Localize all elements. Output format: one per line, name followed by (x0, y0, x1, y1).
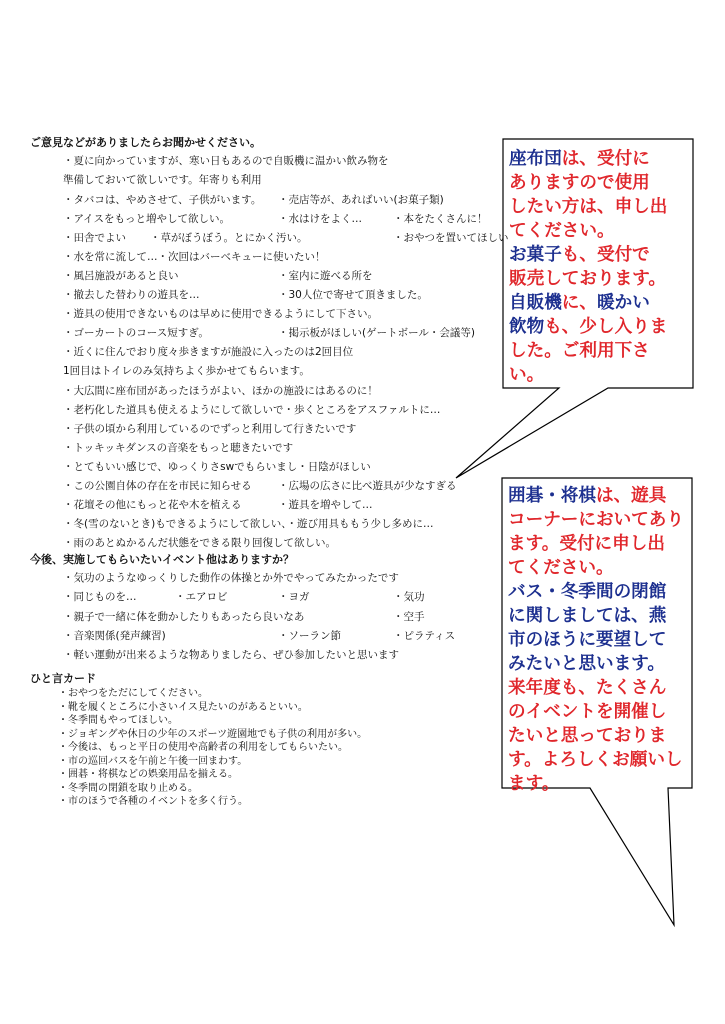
bubble-line (509, 243, 650, 267)
comment-item: ・本をたくさんに！ (393, 213, 488, 225)
bubble-line (509, 171, 650, 195)
comment-item: ・広場の広さに比べ遊具が少なすぎる (278, 480, 457, 492)
bubble-text-segment: ありますので使用 (509, 173, 650, 193)
bubble-text-segment: したい方は、申し出 (509, 197, 668, 217)
comment-item: ・30人位で寄せて頂きました。 (278, 289, 428, 301)
comment-item: ・撤去した替わりの遊具を… (63, 289, 200, 301)
card-item: ・ジョギングや休日の少年のスポーツ遊園地でも子供の利用が多い。 (58, 728, 368, 740)
comment-item: ・同じものを… (63, 591, 137, 603)
bubble-line (508, 748, 683, 772)
bubble-line (508, 652, 665, 676)
bubble-line (509, 363, 544, 387)
comment-item: ・親子で一緒に体を動かしたりもあったら良いなあ (63, 611, 305, 623)
comment-item: ・ピラティス (393, 630, 456, 642)
bubble-line (508, 676, 666, 700)
comment-item: ・エアロビ (175, 591, 228, 603)
card-item: ・おやつをただにしてください。 (58, 688, 208, 699)
bubble-text-segment: バス・冬季間の閉館 (508, 582, 667, 602)
bubble-text-segment: い。 (509, 365, 545, 385)
comment-item: ・風呂施設があると良い (63, 270, 179, 282)
bubble-line (508, 628, 666, 652)
bubble-text-segment: も、少し入りま (544, 317, 668, 337)
comment-item: 準備しておいて欲しいです。年寄りも利用 (63, 174, 262, 186)
bubble-line (509, 291, 650, 315)
bubble-text-segment: 来年度も、たくさん (508, 678, 667, 698)
bubble-text-segment: も、受付で (561, 245, 650, 265)
comment-item: ・アイスをもっと増やして欲しい。 (63, 213, 230, 225)
bubble-text-segment: 飲物 (509, 317, 545, 337)
comment-item: ・子供の頃から利用しているのでずっと利用して行きたいです (63, 423, 357, 435)
comment-item: ・ヨガ (278, 591, 310, 603)
one-word-card-heading: ひと言カード (30, 672, 96, 685)
bubble-text-segment: す。よろしくお願いし (508, 750, 683, 770)
comment-item: ・老朽化した道具も使えるようにして欲しいで・歩くところをアスファルトに… (63, 404, 441, 416)
comment-item: ・雨のあとぬかるんだ状態をできる限り回復して欲しい。 (63, 537, 336, 549)
comment-item: ・水を常に流して…・次回はバーベキューに使いたい！ (63, 251, 326, 263)
bubble-text-segment: のイベントを開催し (508, 702, 667, 722)
bubble-text-segment: 暖かい (597, 293, 650, 313)
bubble-line (508, 484, 666, 508)
bubble-line (508, 580, 666, 604)
comment-item: ・トッキッキダンスの音楽をもっと聴きたいです (63, 442, 294, 454)
bubble-text-segment: に、 (561, 293, 597, 313)
bubble-text-segment: てください。 (509, 221, 615, 241)
card-item: ・冬季間もやってほしい。 (58, 715, 178, 726)
bubble-text-segment: てください。 (508, 558, 614, 578)
comment-item: ・夏に向かっていますが、寒い日もあるので自販機に温かい飲み物を (63, 155, 389, 167)
card-item: ・靴を履くところに小さいイス見たいのがあるといい。 (58, 701, 308, 713)
comment-item: ・とてもいい感じで、ゆっくりさswでもらいまし・日陰がほしい (63, 461, 371, 473)
events-heading: 今後、実施してもらいたいイベント他はありますか？ (30, 553, 294, 566)
comment-item: ・遊具を増やして… (278, 499, 373, 511)
bubble-line (509, 267, 666, 291)
bubble-text-segment: ます。受付に申し出 (508, 534, 665, 554)
bubble-text-segment: した。ご利用下さ (509, 341, 650, 361)
comment-item: ・タバコは、やめさせて、子供がいます。 (63, 194, 262, 206)
bubble-text-segment: 販売しております。 (509, 269, 666, 289)
comment-item: ・ソーラン節 (278, 630, 341, 642)
card-item: ・囲碁・将棋などの娯楽用品を揃える。 (58, 769, 238, 780)
bubble-text-segment: お菓子 (509, 245, 562, 265)
bubble-line (509, 219, 615, 243)
bubble-text-segment: に関しましては、燕 (508, 606, 667, 626)
comment-item: ・おやつを置いてほしい (393, 232, 509, 244)
bubble-line (508, 556, 614, 580)
bubble-line (509, 147, 650, 171)
card-item: ・市のほうで各種のイベントを多く行う。 (58, 796, 248, 807)
comment-item: 1回目はトイレのみ気持ちよく歩かせてもらいます。 (63, 365, 310, 377)
bubble-line (509, 195, 667, 219)
comment-item: ・売店等が、あればいい(お菓子類) (278, 194, 444, 206)
bubble-line (508, 532, 665, 556)
comment-item: ・花壇その他にもっと花や木を植える (63, 499, 242, 511)
bubble-line (508, 700, 666, 724)
comment-item: ・気功のようなゆっくりした動作の体操とか外でやってみたかったです (63, 572, 399, 584)
comment-item: ・冬(雪のないとき)もできるようにして欲しい、・遊び用具ももう少し多めに… (63, 518, 434, 530)
bubble-text-segment: 市のほうに要望して (508, 630, 667, 650)
comment-item: ・草がぼうぼう。とにかく汚い。 (150, 232, 308, 244)
comment-item: ・田舎でよい (63, 232, 126, 244)
bubble-line (509, 315, 667, 339)
bubble-line (508, 508, 684, 532)
bubble-text-segment: 座布団 (509, 149, 562, 169)
comment-item: ・音楽関係(発声練習) (63, 630, 166, 642)
bubble-text-segment: は、遊具 (595, 486, 667, 506)
bubble-line (508, 604, 666, 628)
bubble-line (508, 724, 666, 748)
comment-item: ・ゴーカートのコース短すぎ。 (63, 327, 209, 339)
comment-item: ・水はけをよく… (278, 213, 362, 225)
comment-item: ・この公園自体の存在を市民に知らせる (63, 480, 252, 492)
comment-item: ・気功 (393, 591, 425, 603)
comment-item: ・軽い運動が出来るような物ありましたら、ぜひ参加したいと思います (63, 649, 399, 661)
comment-item: ・遊具の使用できないものは早めに使用できるようにして下さい。 (63, 308, 378, 320)
comment-item: ・室内に遊べる所を (278, 270, 373, 282)
bubble-text-segment: は、受付に (561, 149, 650, 169)
bubble-text-segment: コーナーにおいてあり (508, 510, 684, 530)
comments-heading: ご意見などがありましたらお聞かせください。 (30, 136, 261, 149)
bubble-text-segment: みたいと思います。 (508, 654, 665, 674)
bubble-line (508, 772, 559, 796)
comment-item: ・掲示板がほしい(ゲートボール・会議等) (278, 327, 475, 339)
bubble-text-segment: たいと思っておりま (508, 726, 667, 746)
bubble-text-segment: 自販機 (509, 293, 562, 313)
card-item: ・市の巡回バスを午前と午後一回まわす。 (58, 755, 248, 767)
card-item: ・冬季間の閉鎖を取り止める。 (58, 782, 198, 794)
bubble-line (509, 339, 650, 363)
bubble-text-segment: ます。 (508, 774, 560, 794)
comment-item: ・近くに住んでおり度々歩きますが施設に入ったのは2回目位 (63, 346, 354, 358)
bubble-text-segment: 囲碁・将棋 (508, 486, 596, 506)
comment-item: ・空手 (393, 611, 425, 623)
card-item: ・今後は、もっと平日の使用や高齢者の利用をしてもらいたい。 (58, 742, 348, 753)
comment-item: ・大広間に座布団があったほうがよい、ほかの施設にはあるのに！ (63, 385, 378, 397)
